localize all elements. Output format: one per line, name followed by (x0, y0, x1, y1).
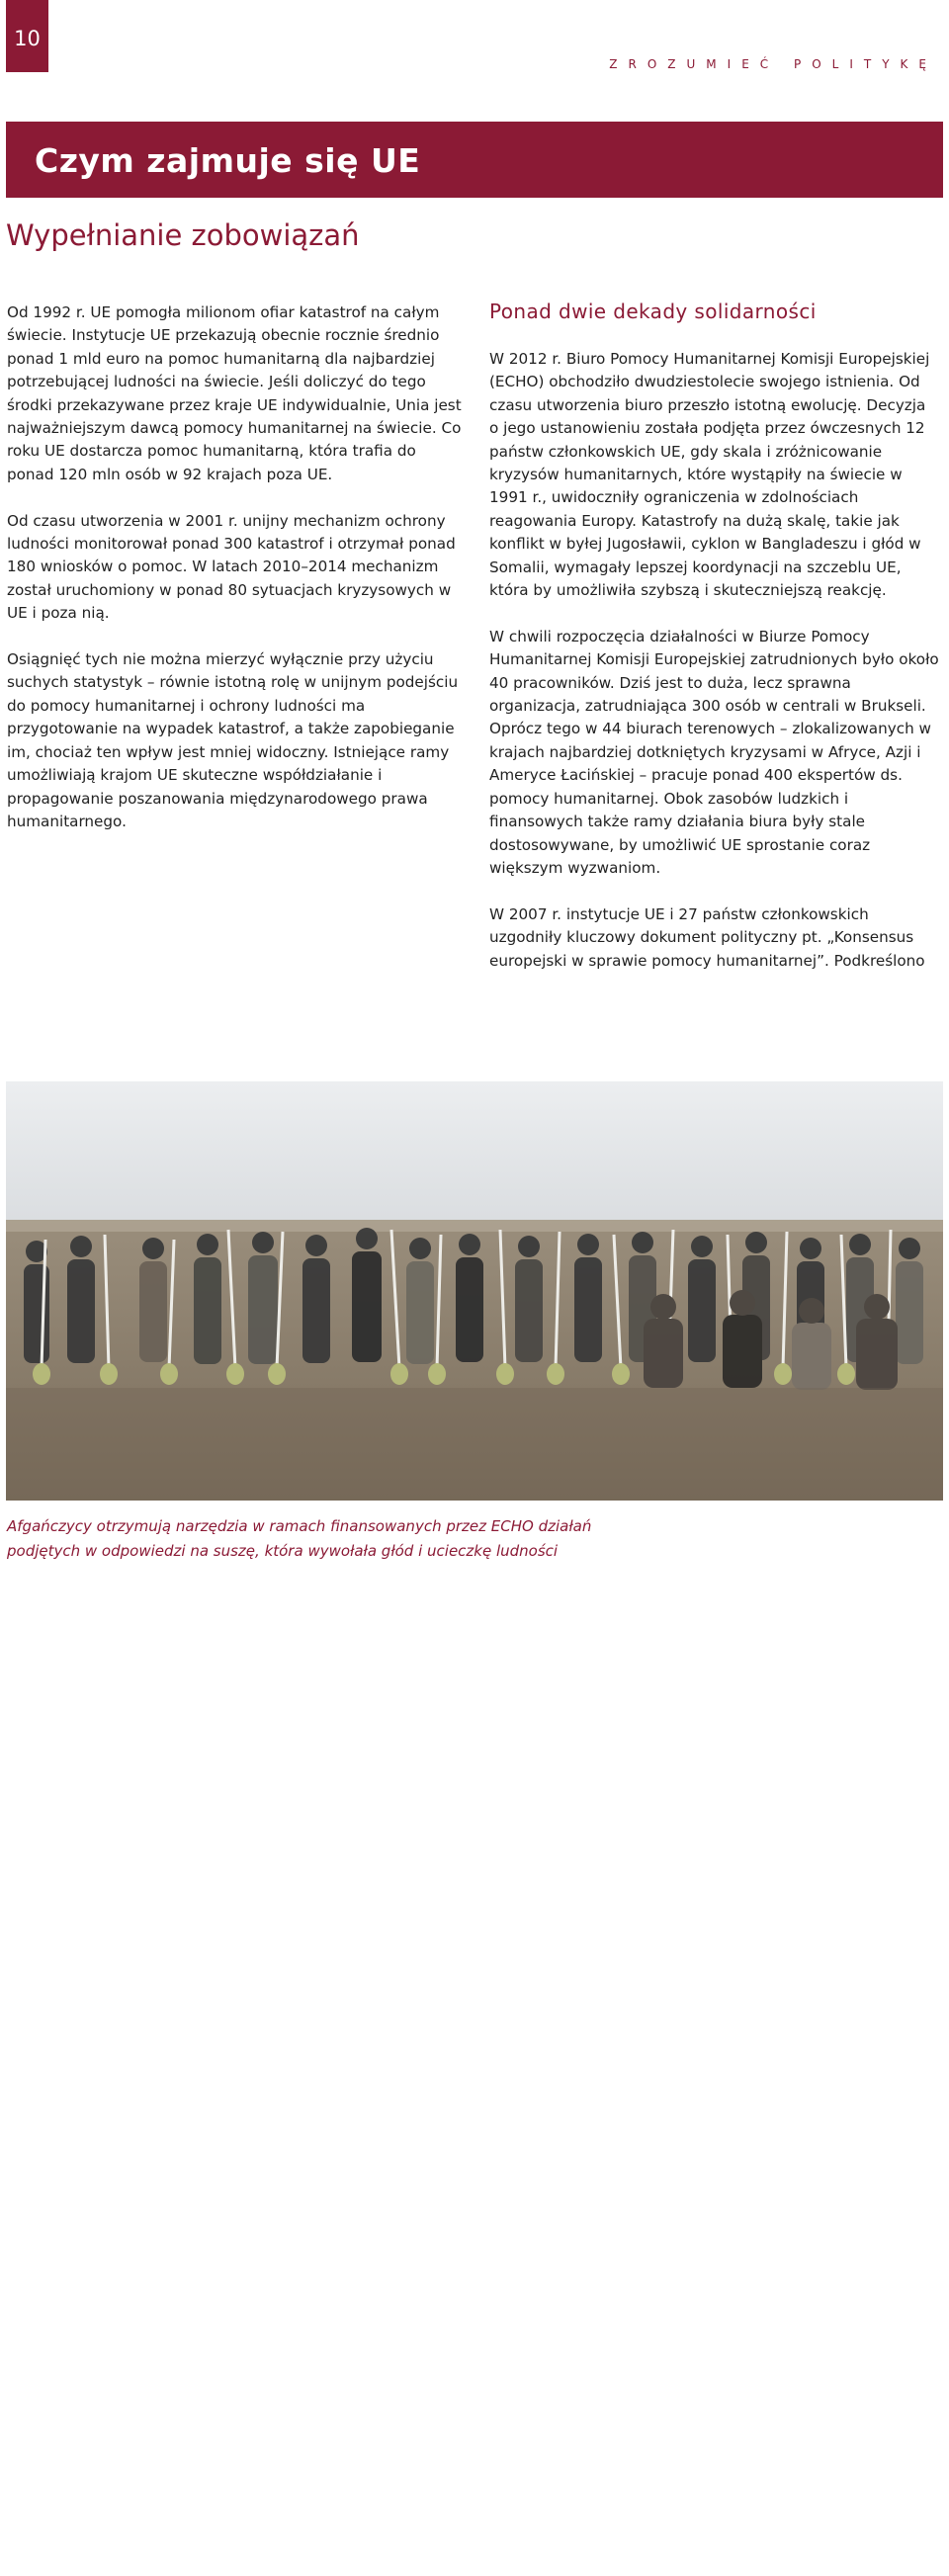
sidebar-heading: Ponad dwie dekady solidarności (489, 300, 817, 323)
page-title: Czym zajmuje się UE (35, 141, 421, 180)
photo-caption (7, 1514, 640, 1564)
title-band (6, 122, 943, 198)
left-column (7, 301, 467, 857)
caption-line: podjętych w odpowiedzi na suszę, która wywołała głód i ucieczkę ludności (7, 1542, 559, 1560)
paragraph: Od 1992 r. UE pomogła milionom ofiar katastrof na całym świecie. Instytucje UE przekazują obecnie rocznie średnio ponad 1 mld euro na pomoc humanitarną dla najbardziej potrzebującej ludności na świecie. Jeśli doliczyć do tego środki przekazywane przez kraje UE indywidualnie, Unia jest najważniejszym dawcą pomocy humanitarnej na świecie. Co roku UE dostarcza pomoc humanitarną, która trafia do ponad 120 mln osób w 92 krajach poza UE. (7, 303, 462, 483)
paragraph: Osiągnięć tych nie można mierzyć wyłącznie przy użyciu suchych statystyk – równie istotną rolę w unijnym podejściu do pomocy humanitarnej i ochrony ludności ma przygotowanie na wypadek katastrof, a także zapobieganie im, chociaż ten wpływ jest mniej widoczny. Istniejące ramy umożliwiają krajom UE skuteczne współdziałanie i propagowanie poszanowania międzynarodowego prawa humanitarnego. (7, 650, 459, 830)
caption-line: Afgańczycy otrzymują narzędzia w ramach finansowanych przez ECHO działań (7, 1517, 592, 1535)
photo-illustration (6, 1081, 943, 1501)
paragraph: W chwili rozpoczęcia działalności w Biurze Pomocy Humanitarnej Komisji Europejskiej zatrudnionych było około 40 pracowników. Dziś jest to duża, lecz sprawna organizacja, zatrudniająca 300 osób w centrali w Brukseli. Oprócz tego w 44 biurach terenowych – zlokalizowanych w krajach najbardziej dotkniętych kryzysami w Afryce, Azji i Ameryce Łacińskiej – pracuje ponad 400 ekspertów ds. pomocy humanitarnej. Obok zasobów ludzkich i finansowych także ramy działania biura były stale dostosowywane, by umożliwić UE sprostanie coraz większym wyzwaniom. (489, 627, 939, 877)
photo-credit: © European Union (14, 2465, 28, 2576)
paragraph: W 2012 r. Biuro Pomocy Humanitarnej Komisji Europejskiej (ECHO) obchodziło dwudziestolecie swojego istnienia. Od czasu utworzenia biuro przeszło istotną ewolucję. Decyzja o jego ustanowieniu została podjęta przez ówczesnych 12 państw członkowskich UE, gdy skala i zróżnicowanie kryzysów humanitarnych, które wystąpiły na świecie w 1991 r., uwidoczniły ograniczenia w zdolnościach reagowania Europy. Katastrofy na dużą skalę, takie jak konflikt w byłej Jugosławii, cyklon w Bangladeszu i głód w Somalii, wymagały lepszej koordynacji na szczeblu UE, która by umożliwiła szybszą i skuteczniejszą reakcję. (489, 350, 930, 600)
right-column (489, 348, 939, 995)
paragraph: Od czasu utworzenia w 2001 r. unijny mechanizm ochrony ludności monitorował ponad 300 katastrof i otrzymał ponad 180 wniosków o pomoc. W latach 2010–2014 mechanizm został uruchomiony w ponad 80 sytuacjach kryzysowych w UE i poza nią. (7, 511, 456, 623)
page-number: 10 (6, 0, 48, 72)
paragraph: W 2007 r. instytucje UE i 27 państw członkowskich uzgodniły kluczowy dokument polityczny pt. „Konsensus europejski w sprawie pomocy humanitarnej”. Podkreślono (489, 904, 925, 970)
running-header: ZROZUMIEĆ POLITYKĘ (609, 57, 937, 71)
section-title: Wypełnianie zobowiązań (6, 218, 360, 252)
